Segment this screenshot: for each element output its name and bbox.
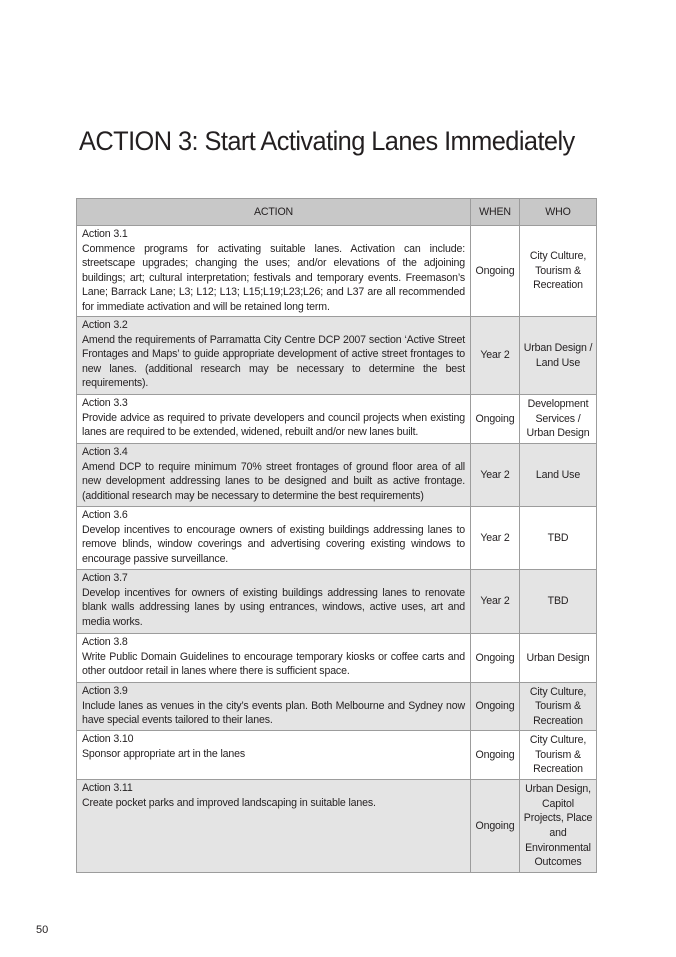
when-cell: Ongoing [471, 395, 520, 444]
action-cell [77, 634, 471, 683]
who-cell: Development Services / Urban Design [520, 395, 597, 444]
action-id: Action 3.9 [82, 685, 128, 697]
table-row [77, 731, 597, 780]
table-header-row [77, 199, 597, 226]
who-cell: Urban Design / Land Use [520, 317, 597, 395]
action-cell [77, 444, 471, 507]
action-description: Amend the requirements of Parramatta City Centre DCP 2007 section ‘Active Street Frontages and Maps’ to guide appropriate development of active street frontages to new lanes. (additional research may be necessary to determine the best requirements). [82, 333, 465, 390]
when-cell: Year 2 [471, 507, 520, 570]
action-table-body [77, 226, 597, 873]
action-description: Include lanes as venues in the city’s events plan. Both Melbourne and Sydney now have special events tailored to their lanes. [82, 699, 465, 727]
action-id: Action 3.6 [82, 509, 128, 521]
who-cell: City Culture, Tourism & Recreation [520, 226, 597, 317]
action-id: Action 3.10 [82, 733, 134, 745]
action-cell [77, 731, 471, 780]
table-row [77, 395, 597, 444]
who-cell: City Culture, Tourism & Recreation [520, 731, 597, 780]
action-description: Commence programs for activating suitable lanes. Activation can include: streetscape upgrades; changing the uses; and/or elevations of the adjoining buildings; art; cultural interpretation; festivals and temporary events. Freemason’s Lane; Barrack Lane; L3; L12; L13; L15;L19;L23;L26; and L37 are all recommended for immediate activation and will be retained long term. [82, 242, 465, 313]
who-cell: City Culture, Tourism & Recreation [520, 683, 597, 731]
action-description: Amend DCP to require minimum 70% street frontages of ground ﬂoor area of all new development addressing lanes to be designed and built as active frontage. (additional research may be necessary to determine the best requirements) [82, 460, 465, 502]
action-id: Action 3.4 [82, 446, 128, 458]
action-id: Action 3.8 [82, 636, 128, 648]
when-cell: Ongoing [471, 683, 520, 731]
table-row [77, 507, 597, 570]
column-header-action: ACTION [77, 199, 471, 226]
action-description: Create pocket parks and improved landscaping in suitable lanes. [82, 796, 376, 809]
when-cell: Year 2 [471, 570, 520, 634]
who-cell: TBD [520, 570, 597, 634]
when-cell: Ongoing [471, 634, 520, 683]
when-cell: Year 2 [471, 317, 520, 395]
action-cell [77, 780, 471, 873]
table-row [77, 570, 597, 634]
who-cell: Land Use [520, 444, 597, 507]
action-description: Write Public Domain Guidelines to encourage temporary kiosks or coffee carts and other outdoor retail in lanes where there is sufﬁcient space. [82, 650, 465, 678]
action-cell [77, 570, 471, 634]
page-number: 50 [36, 924, 49, 936]
action-cell [77, 507, 471, 570]
action-id: Action 3.11 [82, 782, 133, 794]
action-description: Provide advice as required to private developers and council projects when existing lanes are required to be extended, widened, rebuilt and/or new lanes built. [82, 411, 465, 439]
when-cell: Year 2 [471, 444, 520, 507]
page-title: ACTION 3: Start Activating Lanes Immediately [79, 126, 575, 156]
table-row [77, 444, 597, 507]
when-cell: Ongoing [471, 780, 520, 873]
who-cell: TBD [520, 507, 597, 570]
column-header-when: WHEN [471, 199, 520, 226]
table-row [77, 780, 597, 873]
action-id: Action 3.7 [82, 572, 128, 584]
who-cell: Urban Design [520, 634, 597, 683]
when-cell: Ongoing [471, 731, 520, 780]
action-id: Action 3.2 [82, 319, 128, 331]
table-row [77, 226, 597, 317]
action-cell [77, 683, 471, 731]
action-cell [77, 226, 471, 317]
when-cell: Ongoing [471, 226, 520, 317]
action-cell [77, 395, 471, 444]
action-description: Sponsor appropriate art in the lanes [82, 747, 246, 760]
action-id: Action 3.1 [82, 228, 128, 240]
table-row [77, 634, 597, 683]
column-header-who: WHO [520, 199, 597, 226]
action-description: Develop incentives to encourage owners of existing buildings addressing lanes to remove blinds, window coverings and advertising covering existing windows to encourage passive surveillance. [82, 523, 465, 565]
action-description: Develop incentives for owners of existing buildings addressing lanes to renovate blank walls addressing lanes by using entrances, windows, active uses, art and media works. [82, 586, 465, 628]
table-row [77, 317, 597, 395]
action-cell [77, 317, 471, 395]
who-cell: Urban Design, Capitol Projects, Place and Environmental Outcomes [520, 780, 597, 873]
action-id: Action 3.3 [82, 397, 128, 409]
table-row [77, 683, 597, 731]
action-table [76, 198, 597, 873]
